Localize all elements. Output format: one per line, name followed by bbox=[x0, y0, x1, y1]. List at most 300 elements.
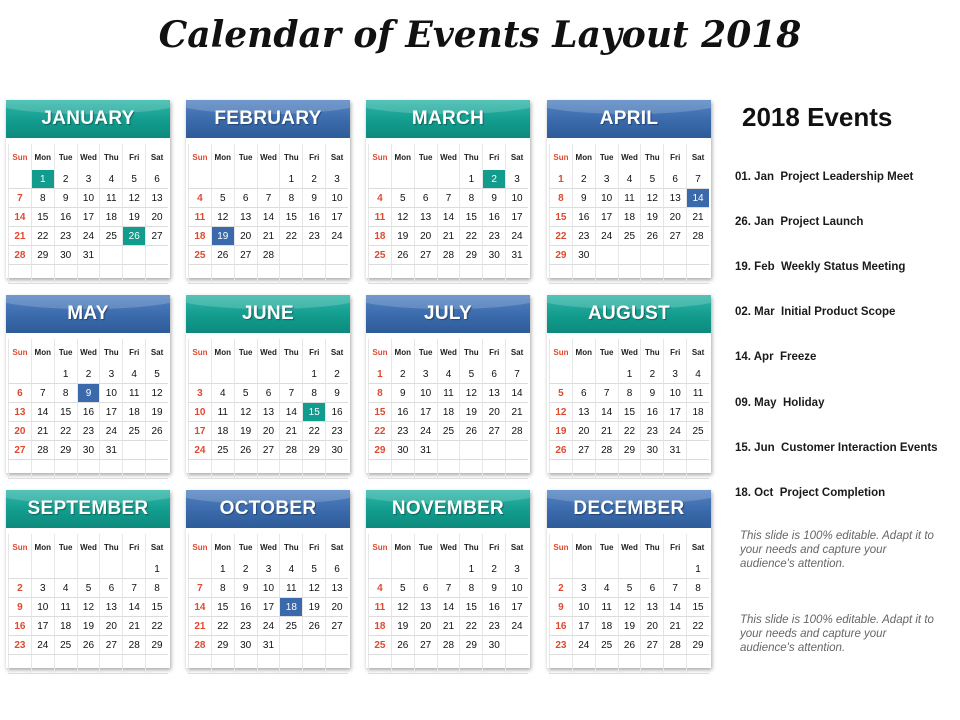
empty-day-cell bbox=[391, 655, 414, 674]
empty-day-cell bbox=[31, 265, 54, 284]
day-cell: 7 bbox=[686, 170, 709, 189]
weekday-label: Sat bbox=[686, 144, 709, 170]
day-cell: 16 bbox=[640, 403, 663, 422]
weekday-label: Tue bbox=[414, 534, 437, 560]
empty-day-cell bbox=[122, 441, 145, 460]
day-cell: 17 bbox=[505, 598, 528, 617]
weekday-label: Thu bbox=[99, 144, 122, 170]
day-cell: 28 bbox=[595, 441, 618, 460]
weekday-label: Tue bbox=[595, 144, 618, 170]
empty-day-cell bbox=[8, 265, 31, 284]
day-cell: 11 bbox=[686, 384, 709, 403]
day-cell: 18 bbox=[99, 208, 122, 227]
empty-day-cell bbox=[279, 636, 302, 655]
day-cell: 17 bbox=[663, 403, 686, 422]
day-cell: 16 bbox=[8, 617, 31, 636]
empty-day-cell bbox=[663, 560, 686, 579]
day-cell: 30 bbox=[482, 636, 505, 655]
day-cell: 27 bbox=[663, 227, 686, 246]
empty-day-cell bbox=[391, 460, 414, 479]
month-name: NOVEMBER bbox=[391, 498, 505, 519]
day-cell: 9 bbox=[572, 189, 595, 208]
weekday-label: Mon bbox=[31, 144, 54, 170]
empty-day-cell bbox=[482, 655, 505, 674]
day-cell: 3 bbox=[325, 170, 348, 189]
empty-day-cell bbox=[640, 460, 663, 479]
day-cell: 15 bbox=[459, 208, 482, 227]
month-header bbox=[366, 100, 530, 138]
weekday-label: Sun bbox=[549, 144, 572, 170]
day-cell: 20 bbox=[99, 617, 122, 636]
day-cell: 23 bbox=[8, 636, 31, 655]
day-cell: 27 bbox=[325, 617, 348, 636]
empty-day-cell bbox=[54, 655, 77, 674]
empty-day-cell bbox=[54, 265, 77, 284]
empty-day-cell bbox=[188, 170, 211, 189]
weekday-label: Tue bbox=[54, 339, 77, 365]
day-cell: 8 bbox=[459, 189, 482, 208]
day-cell: 23 bbox=[54, 227, 77, 246]
weekday-label: Sun bbox=[188, 339, 211, 365]
day-cell: 7 bbox=[188, 579, 211, 598]
day-cell: 18 bbox=[368, 227, 391, 246]
empty-day-cell bbox=[437, 655, 460, 674]
day-cell: 29 bbox=[368, 441, 391, 460]
empty-day-cell bbox=[279, 246, 302, 265]
day-cell: 18 bbox=[686, 403, 709, 422]
day-cell: 17 bbox=[31, 617, 54, 636]
empty-day-cell bbox=[663, 655, 686, 674]
day-cell: 19 bbox=[234, 422, 257, 441]
day-cell: 5 bbox=[618, 579, 641, 598]
empty-day-cell bbox=[572, 560, 595, 579]
day-cell: 20 bbox=[414, 617, 437, 636]
day-cell: 24 bbox=[325, 227, 348, 246]
month-header bbox=[547, 100, 711, 138]
month-days-grid bbox=[6, 534, 170, 674]
day-cell: 24 bbox=[31, 636, 54, 655]
empty-day-cell bbox=[145, 655, 168, 674]
empty-day-cell bbox=[188, 365, 211, 384]
day-cell: 22 bbox=[31, 227, 54, 246]
day-cell: 26 bbox=[211, 246, 234, 265]
day-cell: 30 bbox=[572, 246, 595, 265]
weekday-label: Tue bbox=[234, 534, 257, 560]
day-cell: 30 bbox=[640, 441, 663, 460]
day-cell: 5 bbox=[302, 560, 325, 579]
day-cell: 14 bbox=[595, 403, 618, 422]
empty-day-cell bbox=[302, 265, 325, 284]
empty-day-cell bbox=[8, 365, 31, 384]
day-cell: 21 bbox=[8, 227, 31, 246]
day-cell: 19 bbox=[122, 208, 145, 227]
day-cell: 15 bbox=[31, 208, 54, 227]
day-cell: 2 bbox=[482, 170, 505, 189]
empty-day-cell bbox=[595, 460, 618, 479]
empty-day-cell bbox=[437, 560, 460, 579]
day-cell: 15 bbox=[279, 208, 302, 227]
weekday-label: Wed bbox=[437, 534, 460, 560]
month-header bbox=[6, 100, 170, 138]
weekday-label: Sat bbox=[505, 144, 528, 170]
day-cell: 24 bbox=[505, 617, 528, 636]
weekday-label: Sat bbox=[145, 534, 168, 560]
events-heading: 2018 Events bbox=[742, 102, 893, 132]
weekday-label: Sat bbox=[686, 534, 709, 560]
day-cell: 28 bbox=[31, 441, 54, 460]
empty-day-cell bbox=[188, 265, 211, 284]
empty-day-cell bbox=[595, 655, 618, 674]
day-cell: 17 bbox=[77, 208, 100, 227]
empty-day-cell bbox=[54, 560, 77, 579]
empty-day-cell bbox=[368, 560, 391, 579]
day-cell: 12 bbox=[122, 189, 145, 208]
day-cell: 14 bbox=[279, 403, 302, 422]
day-cell: 16 bbox=[302, 208, 325, 227]
day-cell: 8 bbox=[145, 579, 168, 598]
day-cell: 7 bbox=[31, 384, 54, 403]
weekday-label: Fri bbox=[482, 339, 505, 365]
day-cell: 2 bbox=[302, 170, 325, 189]
day-cell: 14 bbox=[437, 208, 460, 227]
empty-day-cell bbox=[257, 655, 280, 674]
day-cell: 18 bbox=[188, 227, 211, 246]
event-item: 09. May Holiday bbox=[735, 396, 825, 409]
month-name: APRIL bbox=[599, 108, 659, 129]
month-august bbox=[547, 295, 711, 473]
day-cell: 21 bbox=[257, 227, 280, 246]
day-cell: 1 bbox=[549, 170, 572, 189]
day-cell: 15 bbox=[459, 598, 482, 617]
weekday-label: Sun bbox=[549, 339, 572, 365]
day-cell: 20 bbox=[145, 208, 168, 227]
day-cell: 3 bbox=[188, 384, 211, 403]
day-cell: 19 bbox=[391, 227, 414, 246]
day-cell: 6 bbox=[99, 579, 122, 598]
month-header bbox=[547, 295, 711, 333]
empty-day-cell bbox=[414, 460, 437, 479]
day-cell: 1 bbox=[54, 365, 77, 384]
day-cell: 5 bbox=[640, 170, 663, 189]
day-cell: 14 bbox=[505, 384, 528, 403]
day-cell: 19 bbox=[211, 227, 234, 246]
day-cell: 17 bbox=[257, 598, 280, 617]
day-cell: 9 bbox=[391, 384, 414, 403]
day-cell: 21 bbox=[437, 227, 460, 246]
month-name: JANUARY bbox=[41, 108, 135, 129]
empty-day-cell bbox=[572, 365, 595, 384]
month-header bbox=[547, 490, 711, 528]
day-cell: 13 bbox=[8, 403, 31, 422]
day-cell: 2 bbox=[234, 560, 257, 579]
empty-day-cell bbox=[302, 460, 325, 479]
day-cell: 29 bbox=[211, 636, 234, 655]
weekday-label: Sun bbox=[368, 144, 391, 170]
day-cell: 25 bbox=[99, 227, 122, 246]
day-cell: 25 bbox=[211, 441, 234, 460]
day-cell: 1 bbox=[279, 170, 302, 189]
day-cell: 19 bbox=[391, 617, 414, 636]
day-cell: 25 bbox=[368, 636, 391, 655]
month-name: SEPTEMBER bbox=[27, 498, 149, 519]
day-cell: 2 bbox=[482, 560, 505, 579]
day-cell: 13 bbox=[325, 579, 348, 598]
day-cell: 9 bbox=[8, 598, 31, 617]
day-cell: 27 bbox=[8, 441, 31, 460]
weekday-label: Sat bbox=[145, 144, 168, 170]
weekday-label: Thu bbox=[640, 534, 663, 560]
empty-day-cell bbox=[279, 460, 302, 479]
empty-day-cell bbox=[640, 655, 663, 674]
day-cell: 9 bbox=[325, 384, 348, 403]
day-cell: 1 bbox=[302, 365, 325, 384]
empty-day-cell bbox=[618, 246, 641, 265]
empty-day-cell bbox=[686, 246, 709, 265]
empty-day-cell bbox=[640, 246, 663, 265]
weekday-label: Sun bbox=[8, 339, 31, 365]
day-cell: 17 bbox=[595, 208, 618, 227]
day-cell: 16 bbox=[482, 598, 505, 617]
day-cell: 10 bbox=[414, 384, 437, 403]
day-cell: 12 bbox=[234, 403, 257, 422]
day-cell: 18 bbox=[618, 208, 641, 227]
day-cell: 30 bbox=[391, 441, 414, 460]
day-cell: 28 bbox=[8, 246, 31, 265]
empty-day-cell bbox=[211, 655, 234, 674]
day-cell: 8 bbox=[211, 579, 234, 598]
day-cell: 17 bbox=[99, 403, 122, 422]
day-cell: 24 bbox=[257, 617, 280, 636]
month-name: MAY bbox=[67, 303, 109, 324]
empty-day-cell bbox=[279, 265, 302, 284]
weekday-label: Mon bbox=[391, 534, 414, 560]
event-item: 18. Oct Project Completion bbox=[735, 486, 886, 499]
day-cell: 7 bbox=[122, 579, 145, 598]
month-header bbox=[6, 490, 170, 528]
weekday-label: Wed bbox=[257, 339, 280, 365]
day-cell: 29 bbox=[145, 636, 168, 655]
weekday-label: Thu bbox=[459, 339, 482, 365]
day-cell: 10 bbox=[31, 598, 54, 617]
day-cell: 28 bbox=[437, 246, 460, 265]
day-cell: 29 bbox=[618, 441, 641, 460]
day-cell: 26 bbox=[145, 422, 168, 441]
day-cell: 15 bbox=[211, 598, 234, 617]
empty-day-cell bbox=[391, 265, 414, 284]
month-december bbox=[547, 490, 711, 668]
day-cell: 22 bbox=[54, 422, 77, 441]
day-cell: 20 bbox=[663, 208, 686, 227]
day-cell: 20 bbox=[482, 403, 505, 422]
empty-day-cell bbox=[31, 460, 54, 479]
empty-day-cell bbox=[325, 246, 348, 265]
empty-day-cell bbox=[549, 560, 572, 579]
day-cell: 3 bbox=[595, 170, 618, 189]
weekday-label: Sun bbox=[188, 144, 211, 170]
day-cell: 27 bbox=[99, 636, 122, 655]
empty-day-cell bbox=[122, 560, 145, 579]
day-cell: 6 bbox=[257, 384, 280, 403]
day-cell: 22 bbox=[549, 227, 572, 246]
month-header bbox=[366, 490, 530, 528]
empty-day-cell bbox=[459, 655, 482, 674]
day-cell: 5 bbox=[459, 365, 482, 384]
day-cell: 2 bbox=[54, 170, 77, 189]
month-march bbox=[366, 100, 530, 278]
weekday-label: Sun bbox=[8, 534, 31, 560]
empty-day-cell bbox=[188, 560, 211, 579]
empty-day-cell bbox=[99, 560, 122, 579]
month-days-grid bbox=[186, 534, 350, 674]
month-days-grid bbox=[366, 339, 530, 479]
day-cell: 10 bbox=[663, 384, 686, 403]
weekday-label: Thu bbox=[279, 144, 302, 170]
empty-day-cell bbox=[414, 265, 437, 284]
empty-day-cell bbox=[505, 441, 528, 460]
day-cell: 28 bbox=[505, 422, 528, 441]
empty-day-cell bbox=[122, 246, 145, 265]
day-cell: 3 bbox=[572, 579, 595, 598]
day-cell: 26 bbox=[618, 636, 641, 655]
day-cell: 9 bbox=[482, 579, 505, 598]
day-cell: 30 bbox=[234, 636, 257, 655]
weekday-label: Sat bbox=[505, 534, 528, 560]
empty-day-cell bbox=[663, 265, 686, 284]
month-name: AUGUST bbox=[587, 303, 671, 324]
weekday-label: Mon bbox=[391, 144, 414, 170]
day-cell: 2 bbox=[77, 365, 100, 384]
empty-day-cell bbox=[368, 170, 391, 189]
empty-day-cell bbox=[391, 560, 414, 579]
day-cell: 19 bbox=[549, 422, 572, 441]
day-cell: 1 bbox=[145, 560, 168, 579]
month-days-grid bbox=[366, 534, 530, 674]
day-cell: 4 bbox=[279, 560, 302, 579]
day-cell: 21 bbox=[663, 617, 686, 636]
day-cell: 3 bbox=[505, 170, 528, 189]
event-item: 01. Jan Project Leadership Meet bbox=[735, 171, 914, 183]
day-cell: 25 bbox=[618, 227, 641, 246]
day-cell: 23 bbox=[391, 422, 414, 441]
day-cell: 23 bbox=[549, 636, 572, 655]
day-cell: 5 bbox=[211, 189, 234, 208]
empty-day-cell bbox=[122, 460, 145, 479]
weekday-label: Wed bbox=[618, 339, 641, 365]
editable-note: This slide is 100% editable. Adapt it to your needs and capture your audience's attention. bbox=[740, 614, 934, 654]
month-days-grid bbox=[6, 144, 170, 284]
weekday-label: Sun bbox=[368, 339, 391, 365]
day-cell: 4 bbox=[368, 189, 391, 208]
day-cell: 11 bbox=[211, 403, 234, 422]
weekday-label: Fri bbox=[302, 144, 325, 170]
empty-day-cell bbox=[302, 636, 325, 655]
day-cell: 12 bbox=[302, 579, 325, 598]
day-cell: 6 bbox=[640, 579, 663, 598]
weekday-label: Mon bbox=[31, 534, 54, 560]
weekday-label: Tue bbox=[414, 144, 437, 170]
day-cell: 24 bbox=[414, 422, 437, 441]
weekday-label: Thu bbox=[279, 339, 302, 365]
month-header bbox=[6, 295, 170, 333]
day-cell: 7 bbox=[8, 189, 31, 208]
day-cell: 16 bbox=[482, 208, 505, 227]
day-cell: 12 bbox=[459, 384, 482, 403]
empty-day-cell bbox=[54, 460, 77, 479]
day-cell: 20 bbox=[325, 598, 348, 617]
empty-day-cell bbox=[257, 365, 280, 384]
empty-day-cell bbox=[99, 265, 122, 284]
day-cell: 27 bbox=[145, 227, 168, 246]
day-cell: 3 bbox=[31, 579, 54, 598]
weekday-label: Thu bbox=[459, 144, 482, 170]
day-cell: 26 bbox=[234, 441, 257, 460]
empty-day-cell bbox=[640, 560, 663, 579]
day-cell: 6 bbox=[482, 365, 505, 384]
day-cell: 14 bbox=[663, 598, 686, 617]
empty-day-cell bbox=[302, 246, 325, 265]
month-name: JUNE bbox=[242, 303, 294, 324]
day-cell: 5 bbox=[549, 384, 572, 403]
event-item: 15. Jun Customer Interaction Events bbox=[735, 441, 938, 454]
day-cell: 26 bbox=[459, 422, 482, 441]
weekday-label: Wed bbox=[257, 144, 280, 170]
day-cell: 11 bbox=[368, 598, 391, 617]
weekday-label: Thu bbox=[459, 534, 482, 560]
empty-day-cell bbox=[77, 560, 100, 579]
day-cell: 10 bbox=[572, 598, 595, 617]
weekday-label: Sat bbox=[145, 339, 168, 365]
day-cell: 18 bbox=[122, 403, 145, 422]
day-cell: 7 bbox=[279, 384, 302, 403]
weekday-label: Thu bbox=[279, 534, 302, 560]
day-cell: 18 bbox=[437, 403, 460, 422]
day-cell: 4 bbox=[686, 365, 709, 384]
month-october bbox=[186, 490, 350, 668]
empty-day-cell bbox=[459, 460, 482, 479]
day-cell: 6 bbox=[414, 189, 437, 208]
empty-day-cell bbox=[8, 460, 31, 479]
day-cell: 24 bbox=[505, 227, 528, 246]
day-cell: 14 bbox=[437, 598, 460, 617]
day-cell: 25 bbox=[188, 246, 211, 265]
weekday-label: Tue bbox=[595, 339, 618, 365]
day-cell: 24 bbox=[77, 227, 100, 246]
day-cell: 7 bbox=[505, 365, 528, 384]
day-cell: 12 bbox=[211, 208, 234, 227]
weekday-label: Sun bbox=[549, 534, 572, 560]
month-february bbox=[186, 100, 350, 278]
empty-day-cell bbox=[211, 365, 234, 384]
empty-day-cell bbox=[77, 655, 100, 674]
empty-day-cell bbox=[572, 655, 595, 674]
day-cell: 18 bbox=[368, 617, 391, 636]
day-cell: 24 bbox=[595, 227, 618, 246]
day-cell: 2 bbox=[640, 365, 663, 384]
weekday-label: Sat bbox=[325, 144, 348, 170]
empty-day-cell bbox=[686, 460, 709, 479]
day-cell: 13 bbox=[572, 403, 595, 422]
empty-day-cell bbox=[482, 460, 505, 479]
month-days-grid bbox=[547, 144, 711, 284]
day-cell: 27 bbox=[640, 636, 663, 655]
weekday-label: Mon bbox=[572, 534, 595, 560]
empty-day-cell bbox=[549, 460, 572, 479]
day-cell: 23 bbox=[572, 227, 595, 246]
weekday-label: Mon bbox=[211, 144, 234, 170]
day-cell: 17 bbox=[414, 403, 437, 422]
day-cell: 15 bbox=[686, 598, 709, 617]
empty-day-cell bbox=[549, 655, 572, 674]
